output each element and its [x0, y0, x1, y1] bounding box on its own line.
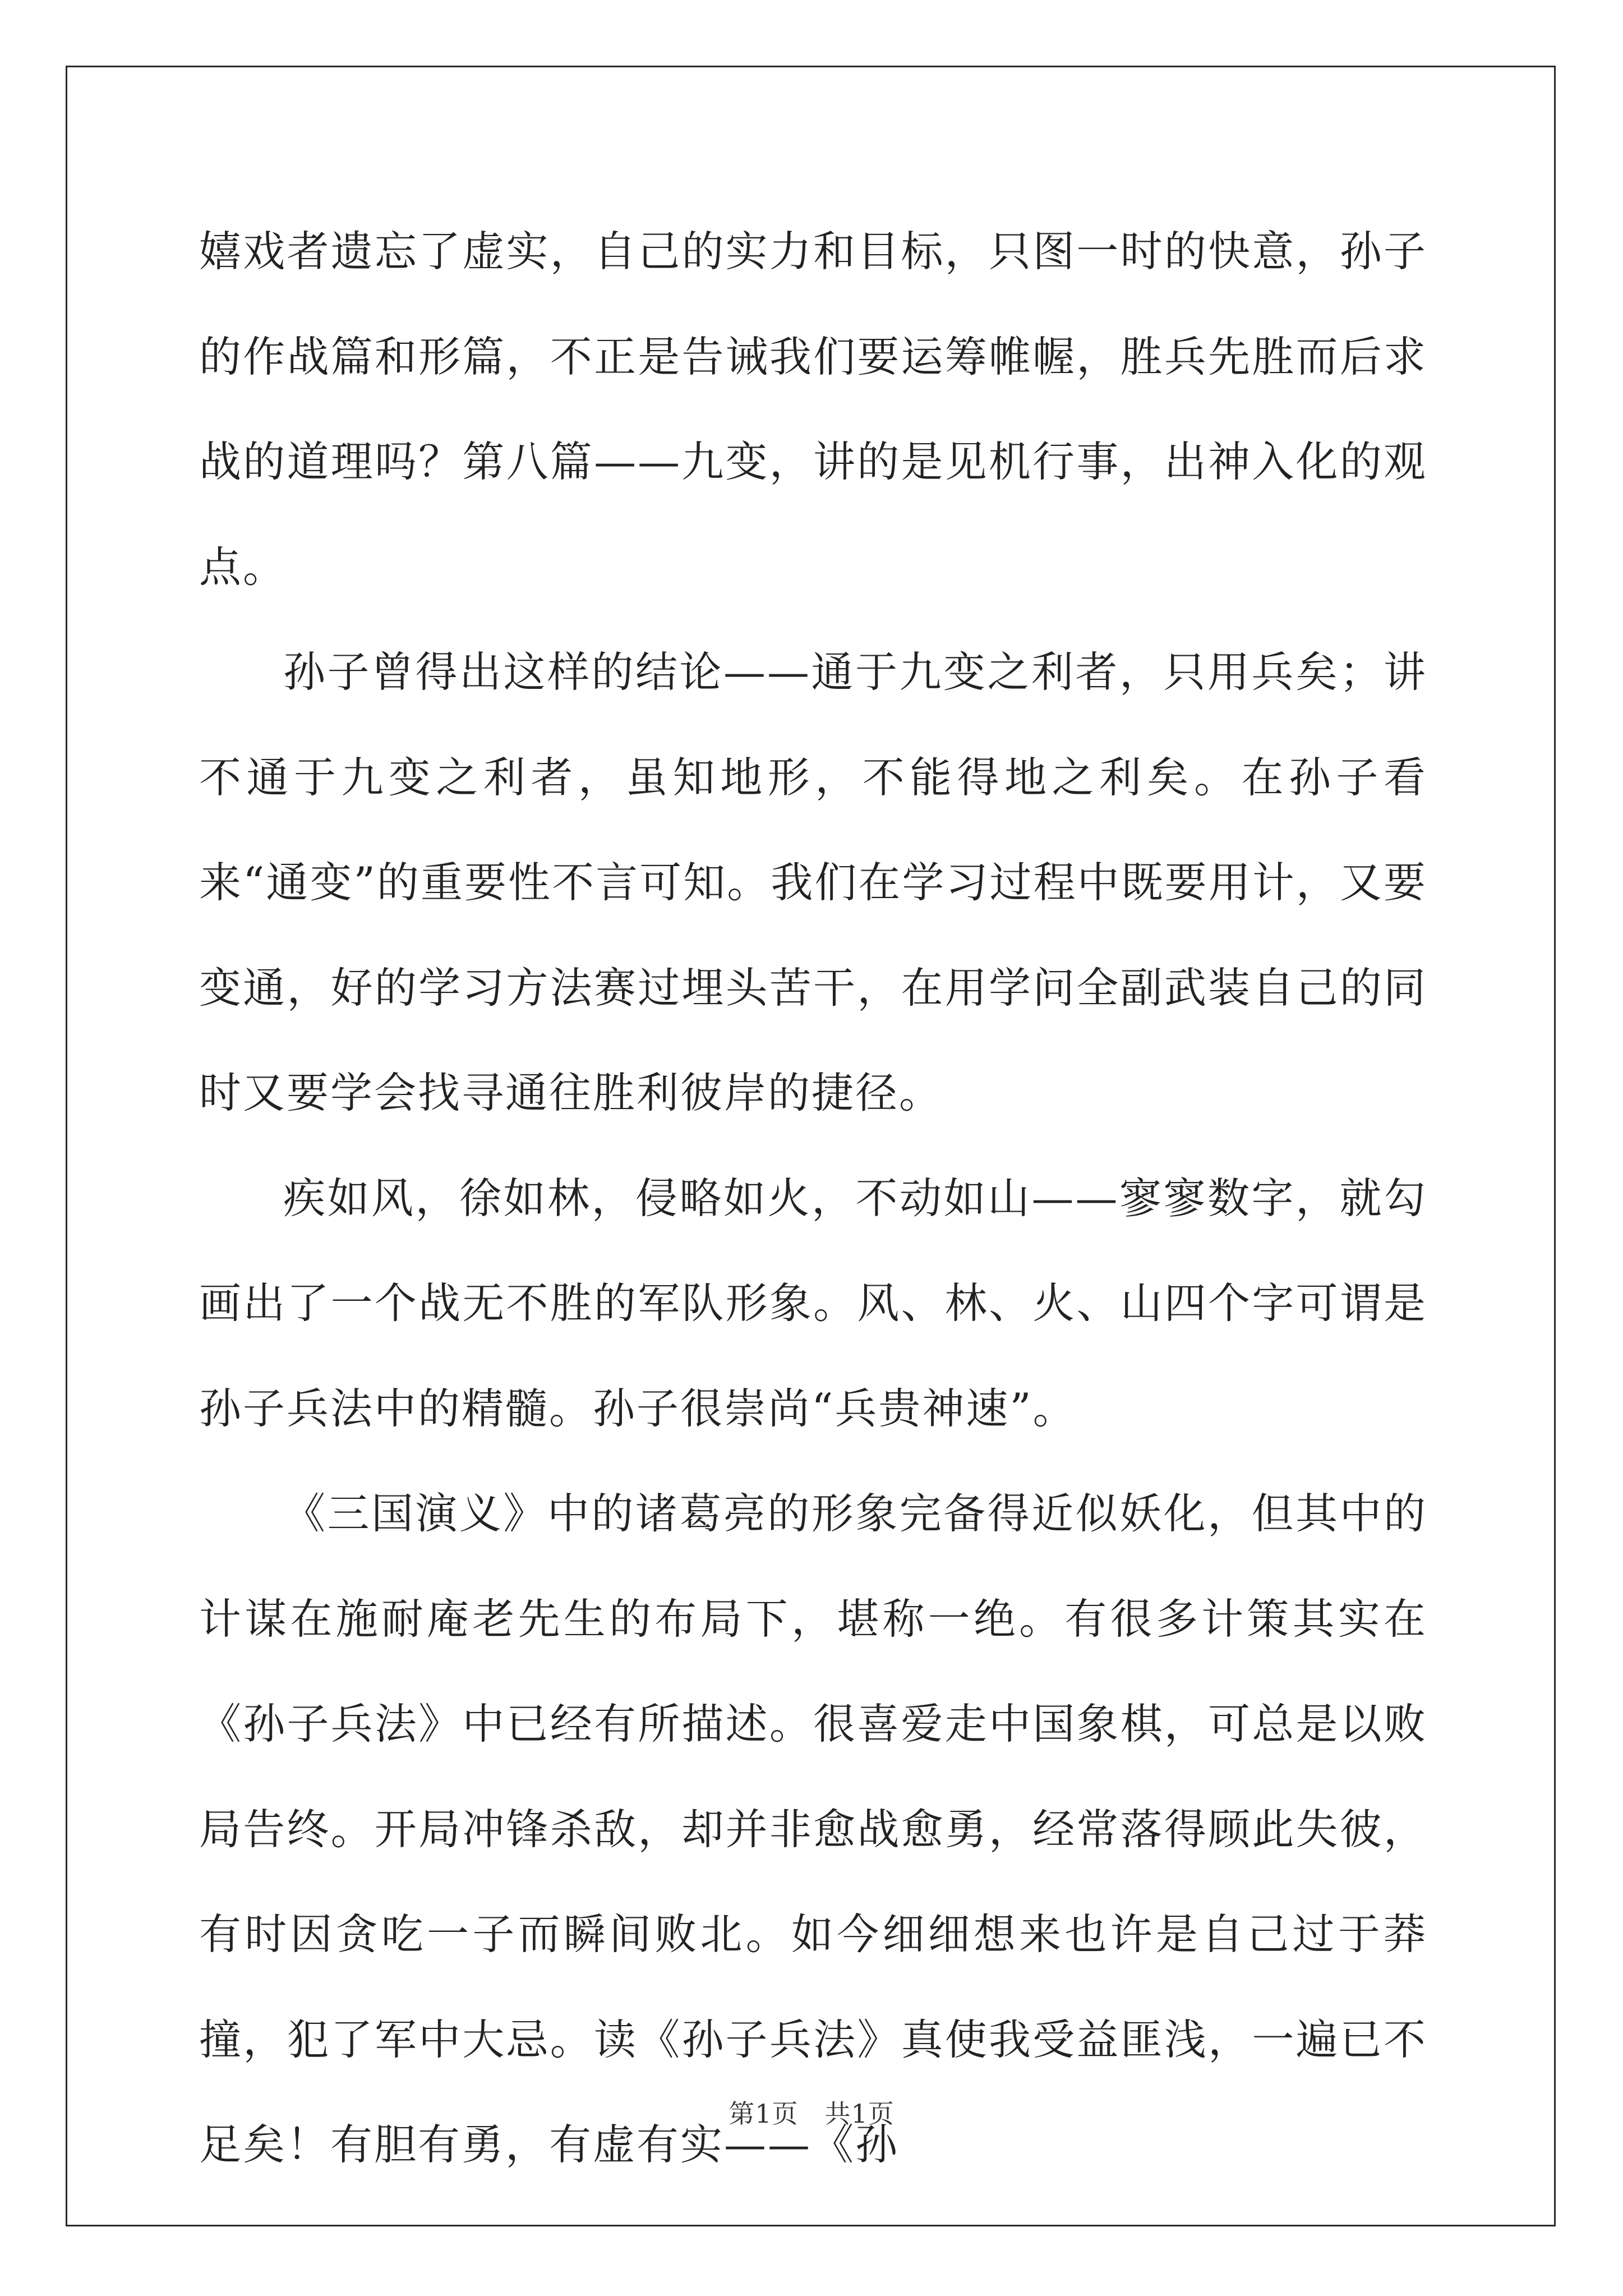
paragraph-2: 孙子曾得出这样的结论——通于九变之利者，只用兵矣；讲不通于九变之利者，虽知地形，不能得地之利矣。在孙子看来“通变”的重要性不言可知。我们在学习过程中既要用计，又要变通，好的学习方法赛过埋头苦干，在用学问全副武装自己的同时又要学会找寻通往胜利彼岸的捷径。: [199, 647, 1427, 1117]
paragraph-1: 嬉戏者遗忘了虚实，自己的实力和目标，只图一时的快意，孙子的作战篇和形篇，不正是告诫我们要运筹帷幄，胜兵先胜而后求战的道理吗？第八篇——九变，讲的是见机行事，出神入化的观点。: [199, 227, 1427, 592]
page-number-footer: 第1页 共1页: [728, 2099, 895, 2129]
document-body: [199, 199, 1427, 2198]
paragraph-3: 疾如风，徐如林，侵略如火，不动如山——寥寥数字，就勾画出了一个战无不胜的军队形象。风、林、火、山四个字可谓是孙子兵法中的精髓。孙子很崇尚“兵贵神速”。: [199, 1173, 1427, 1433]
paragraph-4: 《三国演义》中的诸葛亮的形象完备得近似妖化，但其中的计谋在施耐庵老先生的布局下，堪称一绝。有很多计策其实在《孙子兵法》中已经有所描述。很喜爱走中国象棋，可总是以败局告终。开局冲锋杀敌，却并非愈战愈勇，经常落得顾此失彼，有时因贪吃一子而瞬间败北。如今细细想来也许是自己过于莽撞，犯了军中大忌。读《孙子兵法》真使我受益匪浅，一遍已不足矣！有胆有勇，有虚有实——《孙: [199, 1489, 1427, 2169]
